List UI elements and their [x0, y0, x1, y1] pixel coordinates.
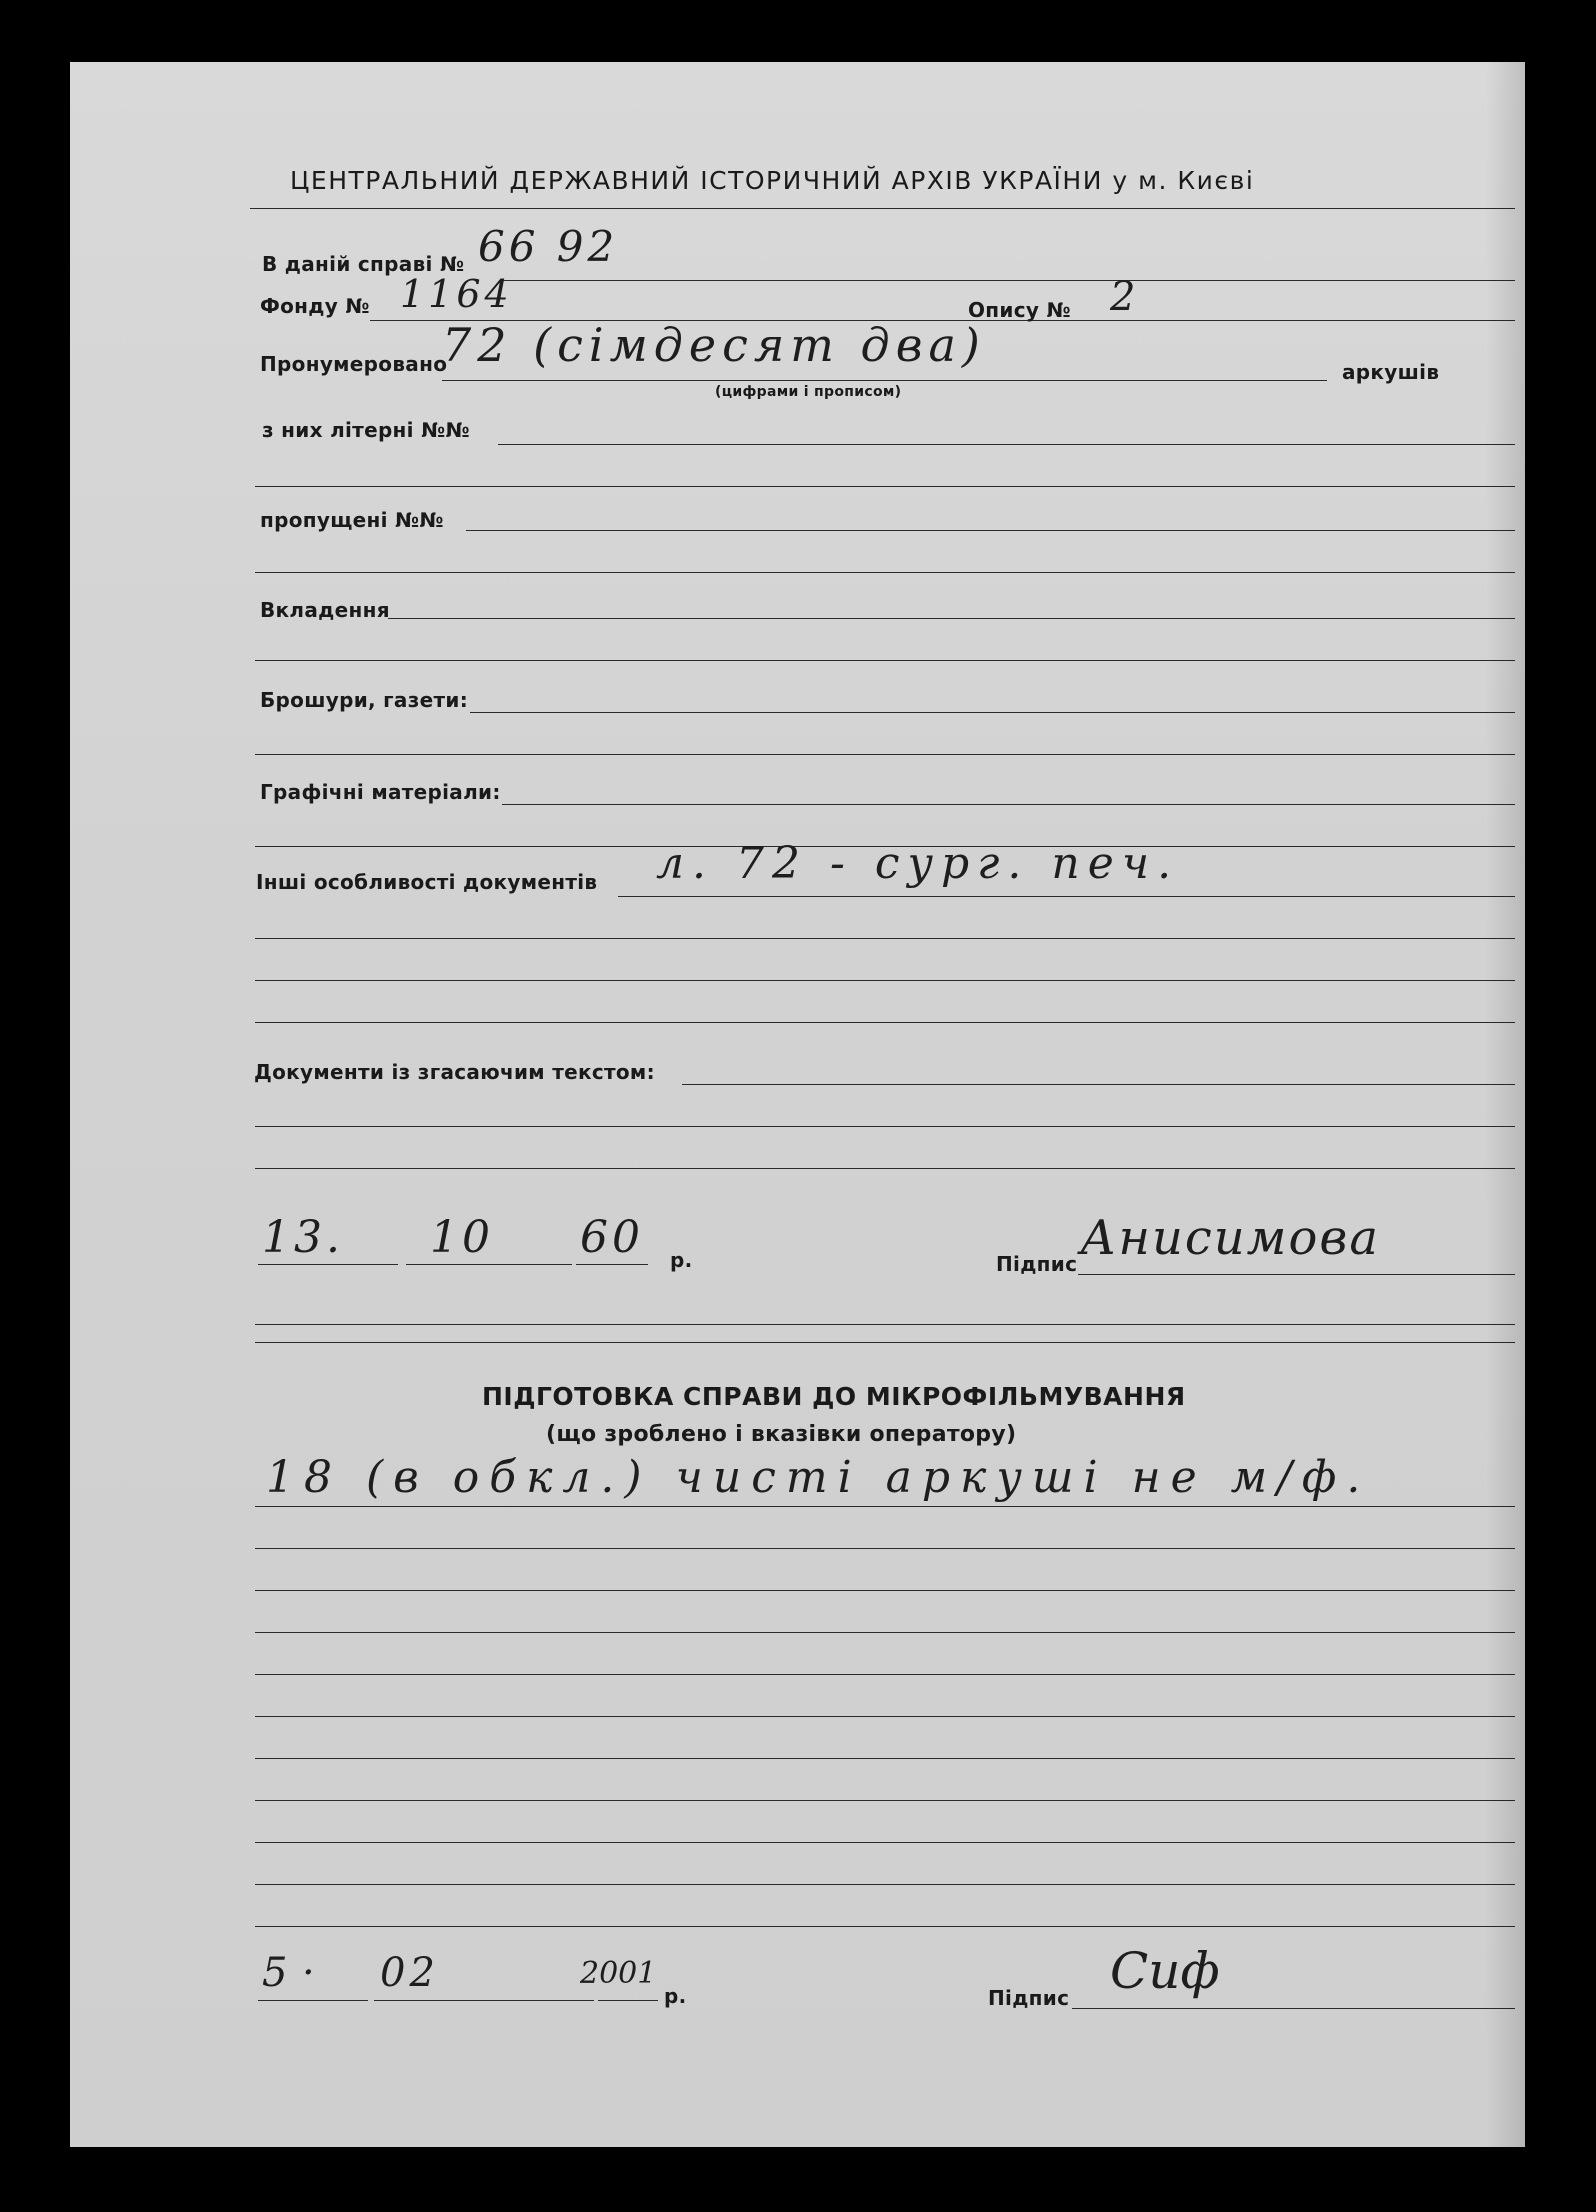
- rule: [255, 1126, 1515, 1127]
- microfilm-subtitle: (що зроблено і вказівки оператору): [546, 1422, 1017, 1447]
- date2-month: 02: [380, 1950, 439, 1996]
- signature1-label: Підпис: [996, 1252, 1078, 1276]
- rule: [442, 380, 1327, 381]
- date1-suffix: р.: [670, 1248, 693, 1272]
- rule: [576, 1264, 648, 1265]
- rule: [255, 660, 1515, 661]
- rule: [406, 1264, 572, 1265]
- rule: [470, 712, 1515, 713]
- rule: [255, 754, 1515, 755]
- graphics-label: Графічні матеріали:: [260, 780, 501, 804]
- date1-month: 10: [430, 1212, 494, 1263]
- rule: [466, 530, 1515, 531]
- lettered-label: з них літерні №№: [262, 418, 470, 442]
- rule: [255, 572, 1515, 573]
- date2-day: 5: [262, 1950, 292, 1996]
- rule: [255, 1022, 1515, 1023]
- signature2-value: Сиф: [1110, 1942, 1220, 2000]
- rule: [255, 1506, 1515, 1507]
- archive-form-sheet: [70, 62, 1525, 2147]
- opys-value: 2: [1110, 274, 1140, 320]
- date1-year: 60: [580, 1212, 644, 1263]
- brochures-label: Брошури, газети:: [260, 688, 469, 712]
- signature1-value: Анисимова: [1080, 1210, 1380, 1266]
- case-label: В даній справі №: [262, 252, 465, 276]
- numbered-hint: (цифрами і прописом): [715, 384, 902, 400]
- date1-day: 13.: [262, 1212, 344, 1263]
- signature2-label: Підпис: [988, 1986, 1070, 2010]
- rule: [374, 2000, 594, 2001]
- rule: [255, 1926, 1515, 1927]
- microfilm-note: 18 (в обкл.) чисті аркуші не м/ф.: [266, 1452, 1371, 1503]
- rule: [255, 1884, 1515, 1885]
- fading-label: Документи із згасаючим текстом:: [254, 1060, 655, 1084]
- rule: [255, 980, 1515, 981]
- rule: [682, 1084, 1515, 1085]
- opys-label: Опису №: [968, 298, 1071, 322]
- rule: [498, 444, 1515, 445]
- sheets-label: аркушів: [1342, 360, 1440, 384]
- rule: [598, 2000, 658, 2001]
- date2-separator: ·: [302, 1950, 319, 1996]
- numbered-value: 72 (сімдесят два): [442, 318, 986, 372]
- page-edge-shadow: [1485, 62, 1525, 2147]
- date2-suffix: р.: [664, 1984, 687, 2008]
- rule: [255, 1168, 1515, 1169]
- rule: [502, 280, 1515, 281]
- rule: [618, 896, 1515, 897]
- date2-year: 2001: [580, 1956, 657, 1991]
- other-value: л. 72 - сург. печ.: [656, 838, 1180, 889]
- rule: [255, 1342, 1515, 1343]
- rule: [255, 1842, 1515, 1843]
- rule: [255, 1800, 1515, 1801]
- rule: [1078, 1274, 1515, 1275]
- rule: [1072, 2008, 1515, 2009]
- rule: [255, 1324, 1515, 1325]
- fond-label: Фонду №: [260, 294, 370, 318]
- rule: [255, 1674, 1515, 1675]
- rule: [255, 938, 1515, 939]
- rule: [250, 208, 1515, 209]
- rule: [255, 486, 1515, 487]
- inserts-label: Вкладення: [260, 598, 390, 622]
- rule: [255, 1590, 1515, 1591]
- rule: [502, 804, 1515, 805]
- numbered-label: Пронумеровано: [260, 352, 448, 376]
- rule: [255, 1632, 1515, 1633]
- rule: [258, 2000, 368, 2001]
- rule: [255, 1548, 1515, 1549]
- skipped-label: пропущені №№: [260, 508, 444, 532]
- archive-header: ЦЕНТРАЛЬНИЙ ДЕРЖАВНИЙ ІСТОРИЧНИЙ АРХІВ УКРАЇНИ у м. Києві: [290, 166, 1255, 195]
- fond-value: 1164: [400, 272, 513, 316]
- rule: [388, 618, 1515, 619]
- other-label: Інші особливості документів: [256, 870, 598, 894]
- rule: [258, 1264, 398, 1265]
- rule: [255, 1716, 1515, 1717]
- microfilm-title: ПІДГОТОВКА СПРАВИ ДО МІКРОФІЛЬМУВАННЯ: [482, 1382, 1186, 1411]
- rule: [255, 1758, 1515, 1759]
- case-value: 66 92: [478, 222, 619, 271]
